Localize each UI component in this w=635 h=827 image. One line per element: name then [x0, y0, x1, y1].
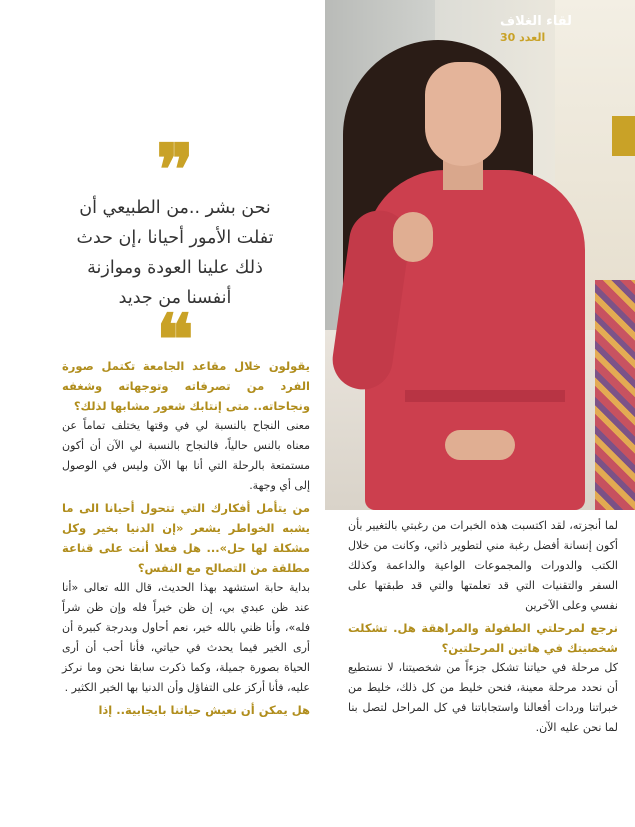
photo-hand — [393, 212, 433, 262]
interview-question: من يتأمل أفكارك التي تتحول أحيانا الى ما يشبه الخواطر يشعر «إن الدنيا بخير وكل مشكلة لها حل»... هل فعلا أنت على قناعة مطلقة من التصالح مع النفس؟ — [62, 501, 310, 575]
interview-answer: لما أنجزته، لقد اكتسبت هذه الخبرات من رغبتي بالتغيير بأن أكون إنسانة أفضل رغبة مني لتطوير ذاتي، وكانت من خلال الكتب والدورات والمجموعات الواعية والداعمة وكذلك السفر والتقنيات التي قد تعلمتها والتي قد طبقتها على نفسي وعلى الآخرين — [348, 519, 618, 612]
quote-line: أنفسنا من جديد — [118, 288, 232, 308]
interview-answer: بداية حابة استشهد بهذا الحديث، قال الله تعالى «أنا عند ظن عبدي بي، إن ظن خيراً فله وإن ظن شراً فله»، وأنا ظني بالله خير، نعم أحاول وبدرجة كبيرة أن أرى الخير فيما يحدث في حياتي، فأنا أحب أن أرى الحياة بصورة جميلة، وكما ذكرت سابقا نحن وما نركز عليه، فأنا أركز على التفاؤل وأن الدنيا بها الخير الكثير . — [62, 581, 310, 694]
interview-answer: كل مرحلة في حياتنا تشكل جزءاً من شخصيتنا، لا نستطيع أن نحدد مرحلة معينة، فنحن خليط من كل ذلك، خليط من خبراتنا وردات أفعالنا واستجاباتنا في كل المراحل لتصل بنا لما نحن عليه الآن. — [348, 661, 618, 734]
section-badge — [500, 14, 630, 44]
quote-open-icon: ❞ — [156, 128, 194, 211]
quote-line: ذلك علينا العودة وموازنة — [87, 258, 263, 278]
interview-question: هل يمكن أن نعيش حياتنا بايجابية.. إذا — [98, 703, 310, 717]
issue-label: العدد 30 — [500, 31, 546, 44]
interview-question: يقولون خلال مقاعد الجامعة تكتمل صورة الفرد من تصرفاته وتوجهاته وشغفه ونجاحاته.. متى إنتابك شعور مشابها لذلك؟ — [62, 359, 310, 413]
gold-accent — [612, 116, 635, 156]
interview-question: نرجع لمرحلتي الطفولة والمراهقة هل. تشكلت شخصيتك في هاتين المرحلتين؟ — [348, 621, 618, 655]
photo-face — [425, 62, 501, 166]
quote-text — [30, 193, 320, 313]
article-column-right — [348, 516, 618, 740]
photo-belt — [405, 390, 565, 402]
quote-line: تفلت الأمور أحيانا ،إن حدث — [76, 228, 274, 248]
quote-line: نحن بشر ..من الطبيعي أن — [79, 198, 271, 218]
photo-hands — [445, 430, 515, 460]
quote-close-icon: ❝ — [156, 298, 194, 381]
cover-photo — [325, 0, 635, 510]
interview-answer: معنى النجاح بالنسبة لي في وقتها يختلف تماماً عن معناه بالنس حالياً، فالنجاح بالنسبة لي الآن أن أكون مستمتعة بالرحلة التي أنا بها الآن وليس في الوصول إلى أي وجهة. — [62, 419, 310, 492]
article-column-left — [62, 356, 310, 720]
pull-quote — [30, 128, 320, 381]
photo-patterned-pillow — [595, 280, 635, 510]
section-title: لقاء الغلاف — [500, 14, 572, 29]
